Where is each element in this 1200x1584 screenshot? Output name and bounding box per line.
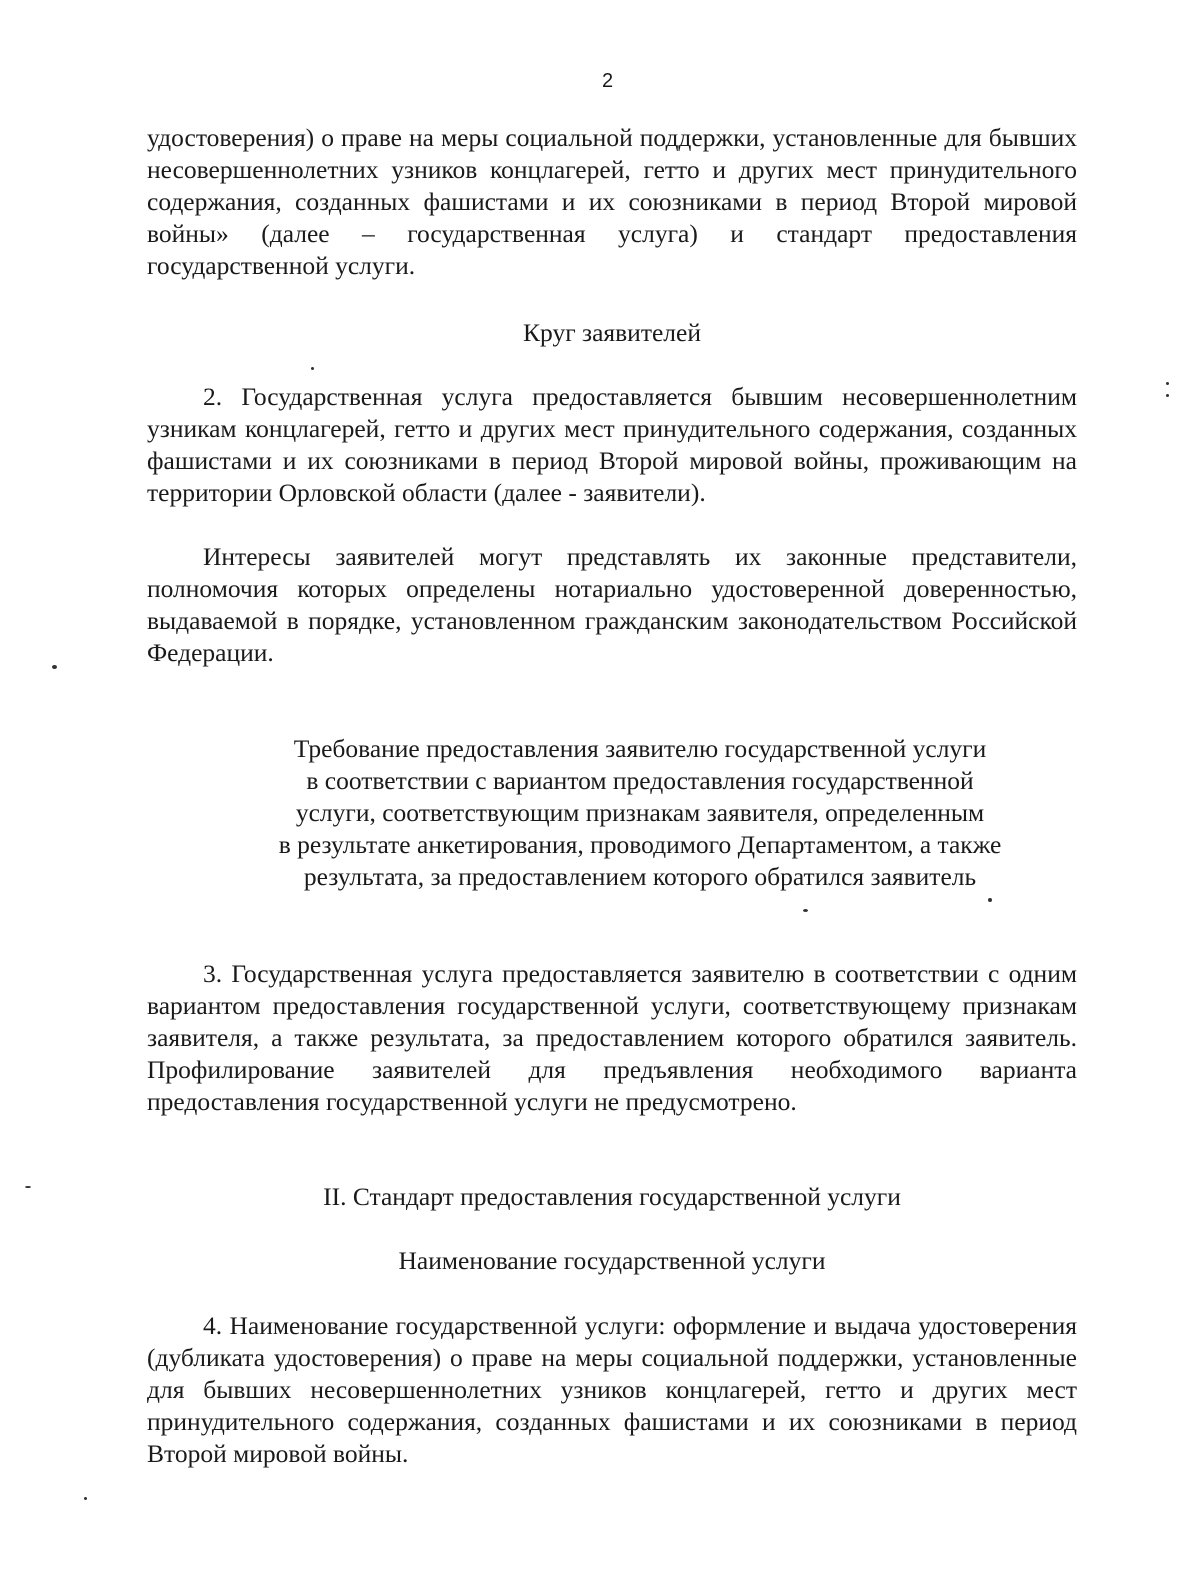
scan-speck: [311, 367, 314, 370]
scan-speck: [84, 1497, 87, 1500]
heading-section-2: II. Стандарт предоставления государственной услуги: [323, 1182, 901, 1211]
paragraph-intro: удостоверения) о праве на меры социальной поддержки, установленные для бывших несовершеннолетних узников концлагерей, гетто и других мест принудительного содержания, созданных фашистами и их союзниками в период Второй мировой войны» (далее – государственная услуга) и стандарт предоставления государственной услуги.: [147, 123, 1077, 280]
scan-speck: [1166, 382, 1169, 385]
heading-requirement-line: в соответствии с вариантом предоставления государственной: [306, 766, 974, 795]
heading-requirement-line: Требование предоставления заявителю государственной услуги: [293, 734, 987, 763]
heading-applicants: Круг заявителей: [523, 318, 701, 347]
scan-speck: [25, 1186, 31, 1188]
paragraph-3: 3. Государственная услуга предоставляется заявителю в соответствии с одним вариантом предоставления государственной услуги, соответствующему признакам заявителя, а также результата, за предоставлением которого обратился заявитель. Профилирование заявителей для предъявления необходимого варианта предоставления государственной услуги не предусмотрено.: [147, 959, 1077, 1116]
heading-service-name: Наименование государственной услуги: [398, 1246, 826, 1275]
heading-requirement-line: в результате анкетирования, проводимого Департаментом, а также: [278, 830, 1002, 859]
heading-requirement-line: результата, за предоставлением которого обратился заявитель: [303, 862, 977, 891]
scan-speck: [988, 898, 992, 902]
scan-speck: [1166, 394, 1169, 397]
scan-speck: [52, 665, 57, 669]
paragraph-2: 2. Государственная услуга предоставляется бывшим несовершеннолетним узникам концлагерей, гетто и других мест принудительного содержания, созданных фашистами и их союзниками в период Второй мировой войны, проживающим на территории Орловской области (далее - заявители).: [147, 382, 1077, 507]
page-number: 2: [601, 70, 614, 92]
paragraph-4: 4. Наименование государственной услуги: оформление и выдача удостоверения (дубликата удостоверения) о праве на меры социальной поддержки, установленные для бывших несовершеннолетних узников концлагерей, гетто и других мест принудительного содержания, созданных фашистами и их союзниками в период Второй мировой войны.: [147, 1311, 1077, 1468]
scan-speck: [803, 909, 808, 912]
paragraph-2b: Интересы заявителей могут представлять их законные представители, полномочия которых определены нотариально удостоверенной доверенностью, выдаваемой в порядке, установленном гражданским законодательством Российской Федерации.: [147, 542, 1077, 667]
heading-requirement-line: услуги, соответствующим признакам заявителя, определенным: [295, 798, 985, 827]
heading-requirement: [200, 733, 1080, 893]
